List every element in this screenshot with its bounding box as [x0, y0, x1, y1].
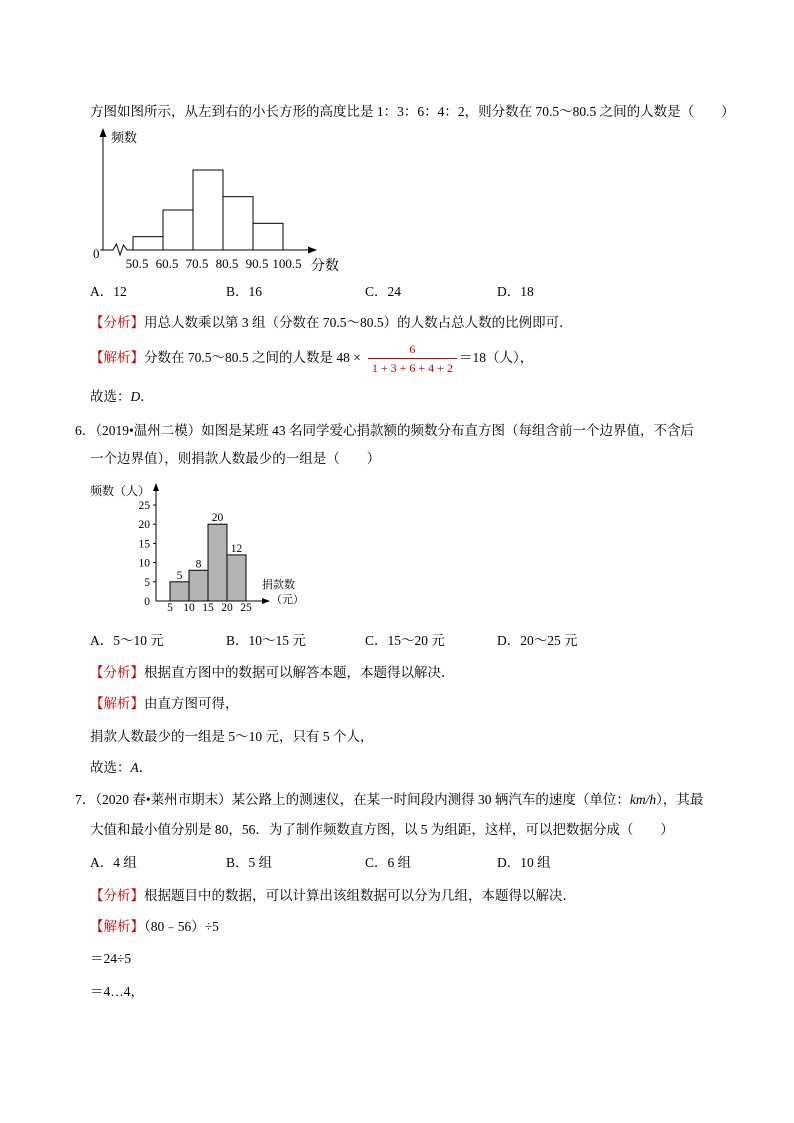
- histogram-bar: [227, 555, 246, 601]
- histogram-bar: [253, 223, 283, 250]
- analysis-label: 【分析】: [90, 315, 144, 330]
- q6-option-d: D．20～25 元: [497, 633, 578, 648]
- q6-stem-text: （2019•温州二模）如图是某班 43 名同学爱心捐款额的频数分布直方图（每组含前一个边界值，不含后: [95, 423, 694, 438]
- x-tick-label: 60.5: [155, 256, 179, 271]
- q7-stem-line2: 大值和最小值分别是 80，56．为了制作频数直方图，以 5 为组距，这样，可以把数据分成（ ）: [90, 822, 674, 837]
- fraction-denominator: 1 + 3 + 6 + 4 + 2: [371, 360, 453, 375]
- q6-stem-line2: 一个边界值），则捐款人数最少的一组是（ ）: [90, 451, 381, 466]
- q7-solution: [90, 917, 219, 937]
- q7-solution-line2: ＝24÷5: [90, 951, 132, 966]
- x-tick-label: 70.5: [185, 256, 209, 271]
- q7-option-b: B．5 组: [226, 855, 273, 870]
- histogram-bar: [208, 524, 227, 601]
- q7-option-d: D．10 组: [497, 855, 551, 870]
- q5-option-a: A．12: [90, 284, 127, 299]
- speed-unit: km/h: [629, 792, 657, 807]
- y-tick-label: 5: [144, 576, 150, 589]
- answer-suffix: ．: [138, 760, 153, 775]
- x-axis-arrow: [262, 598, 270, 604]
- solution-label: 【解析】: [90, 919, 144, 934]
- x-tick-label: 15: [202, 602, 214, 614]
- q6-option-a: A．5～10 元: [90, 633, 164, 648]
- fraction-numerator: 6: [368, 341, 457, 359]
- analysis-text: 用总人数乘以第 3 组（分数在 70.5～80.5）的人数占总人数的比例即可．: [144, 315, 573, 330]
- x-tick-label: 25: [240, 602, 252, 614]
- answer-letter: D: [130, 389, 141, 404]
- q6-number: 6．: [75, 423, 96, 438]
- q7-option-a: A．4 组: [90, 855, 137, 870]
- x-tick-label: 80.5: [215, 256, 239, 271]
- x-axis-unit-label: （元）: [271, 594, 304, 606]
- solution-line: 由直方图可得，: [144, 696, 239, 711]
- analysis-text: 根据直方图中的数据可以解答本题，本题得以解决．: [144, 665, 455, 680]
- analysis-label: 【分析】: [90, 665, 144, 680]
- q5-option-b: B．16: [226, 284, 263, 299]
- solution-label: 【解析】: [90, 696, 144, 711]
- histogram-bar: [133, 237, 163, 250]
- x-tick-label: 20: [221, 602, 233, 614]
- fraction: [368, 341, 457, 376]
- q5-analysis: [90, 313, 573, 333]
- analysis-text: 根据题目中的数据，可以计算出该组数据可以分为几组，本题得以解决．: [144, 888, 576, 903]
- origin-label: 0: [93, 246, 100, 261]
- y-axis-label: 频数（人）: [90, 484, 151, 498]
- histogram-bar: [163, 210, 193, 250]
- solution-prefix: 分数在 70.5～80.5 之间的人数是 48 ×: [144, 350, 361, 365]
- q6-donation-histogram: [85, 480, 315, 615]
- x-tick-label: 5: [167, 602, 173, 614]
- q7-analysis: [90, 886, 576, 906]
- x-axis-arrow: [308, 247, 317, 254]
- y-tick-label: 10: [138, 557, 150, 570]
- q5-solution: [90, 338, 533, 378]
- answer-prefix: 故选：: [90, 760, 131, 775]
- bar-value-label: 5: [176, 569, 183, 582]
- q7-solution-line3: ＝4…4，: [90, 984, 144, 999]
- y-axis-arrow: [153, 483, 159, 491]
- answer-letter: A: [130, 760, 139, 775]
- y-axis-label: 频数: [111, 130, 138, 145]
- q7-stem-text: （2020 春•莱州市期末）某公路上的测速仪，在某一时间段内测得 30 辆汽车的速度（单位：: [95, 792, 630, 807]
- q6-solution: [90, 694, 239, 714]
- y-tick-label: 0: [144, 596, 150, 608]
- solution-label: 【解析】: [90, 350, 144, 365]
- q5-option-c: C．24: [365, 284, 402, 299]
- q6-option-c: C．15～20 元: [365, 633, 445, 648]
- bar-value-label: 20: [211, 512, 224, 525]
- solution-suffix: ＝18（人），: [458, 350, 534, 365]
- y-tick-label: 25: [138, 500, 150, 512]
- q5-option-d: D．18: [497, 284, 534, 299]
- analysis-label: 【分析】: [90, 888, 144, 903]
- solution-line: （80﹣56）÷5: [144, 919, 219, 934]
- q7-stem-text-end: ），其最: [656, 792, 704, 807]
- x-axis-label: 捐款数: [262, 579, 295, 591]
- q5-stem-tail: 方图如图所示，从左到右的小长方形的高度比是 1：3：6：4：2，则分数在 70.5～80.5 之间的人数是（ ）: [90, 104, 735, 119]
- histogram-bar: [223, 197, 253, 250]
- x-axis-label: 分数: [311, 259, 339, 274]
- q6-stem-line1: [75, 421, 694, 441]
- x-tick-label: 90.5: [245, 256, 269, 271]
- q6-answer: [90, 758, 152, 778]
- q6-solution-line2: 捐款人数最少的一组是 5～10 元，只有 5 个人，: [90, 729, 374, 744]
- answer-prefix: 故选：: [90, 389, 131, 404]
- y-axis-arrow: [100, 128, 107, 137]
- y-tick-label: 15: [138, 538, 150, 551]
- y-tick-label: 20: [138, 519, 150, 532]
- q5-score-histogram: [80, 125, 350, 275]
- bar-value-label: 8: [195, 558, 202, 571]
- q6-option-b: B．10～15 元: [226, 633, 306, 648]
- bar-value-label: 12: [230, 542, 243, 555]
- histogram-bar: [193, 170, 223, 250]
- histogram-bar: [189, 570, 208, 601]
- x-tick-label: 50.5: [125, 256, 149, 271]
- answer-suffix: ．: [140, 389, 154, 404]
- q7-number: 7．: [75, 792, 96, 807]
- q5-answer: [90, 387, 154, 407]
- histogram-bar: [170, 582, 189, 601]
- q7-option-c: C．6 组: [365, 855, 412, 870]
- x-tick-label: 100.5: [272, 256, 302, 271]
- q6-analysis: [90, 663, 455, 683]
- q7-stem-line1: [75, 790, 703, 810]
- x-tick-label: 10: [183, 602, 195, 614]
